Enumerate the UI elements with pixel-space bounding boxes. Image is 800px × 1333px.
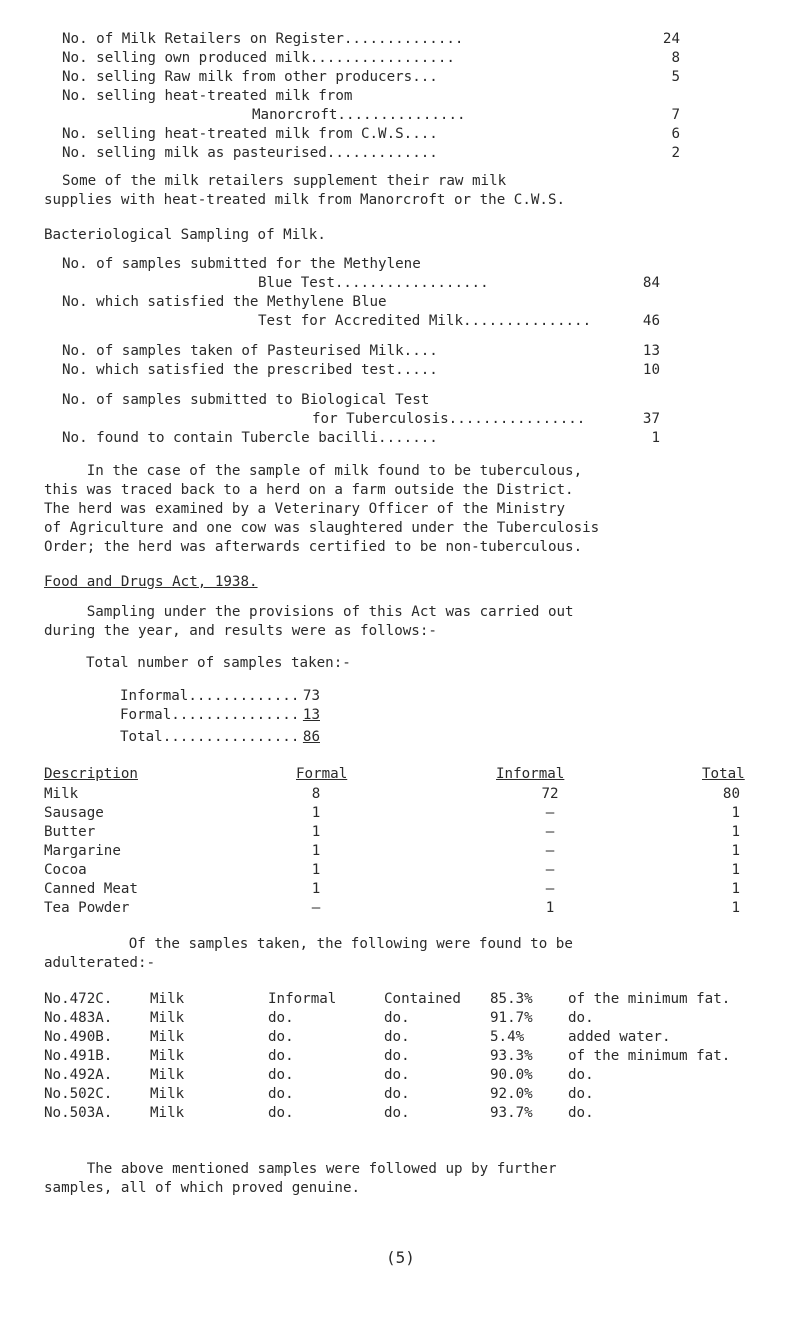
adulterated-cell: do. <box>384 1105 410 1121</box>
adulterated-intro-1: Of the samples taken, the following were found to be <box>86 936 573 952</box>
adulterated-cell: 93.3% <box>490 1048 533 1064</box>
bact-line-4: Test for Accredited Milk............... <box>258 313 592 329</box>
bact-para-4: of Agriculture and one cow was slaughtered under the Tuberculosis <box>44 520 600 536</box>
table-cell: Margarine <box>44 843 121 859</box>
table-cell: Milk <box>44 786 79 802</box>
adulterated-cell: added water. <box>568 1029 671 1045</box>
register-line-4: No. selling heat-treated milk from <box>62 88 353 104</box>
adulterated-cell: Milk <box>150 1010 185 1026</box>
table-cell: – <box>545 843 555 859</box>
bact-value-4: 46 <box>642 313 660 329</box>
table-header-description: Description <box>44 766 138 782</box>
bact-line-2: Blue Test.................. <box>258 275 489 291</box>
register-line-5: Manorcroft............... <box>252 107 466 123</box>
adulterated-cell: No.492A. <box>44 1067 113 1083</box>
adulterated-cell: do. <box>568 1067 594 1083</box>
bact-value-9: 1 <box>651 430 660 446</box>
adulterated-cell: do. <box>384 1067 410 1083</box>
table-header-total: Total <box>702 766 745 782</box>
bact-line-3: No. which satisfied the Methylene Blue <box>62 294 387 310</box>
adulterated-cell: 93.7% <box>490 1105 533 1121</box>
table-cell: – <box>545 881 555 897</box>
table-cell: 80 <box>722 786 740 802</box>
table-cell: Cocoa <box>44 862 87 878</box>
bact-para-3: The herd was examined by a Veterinary Officer of the Ministry <box>44 501 566 517</box>
table-cell: Tea Powder <box>44 900 130 916</box>
table-cell: 72 <box>541 786 559 802</box>
total-value: 86 <box>302 729 320 745</box>
bact-line-8: for Tuberculosis................ <box>312 411 586 427</box>
table-cell: Sausage <box>44 805 104 821</box>
bact-line-7: No. of samples submitted to Biological Test <box>62 392 430 408</box>
adulterated-cell: Contained <box>384 991 461 1007</box>
total-samples-label: Total number of samples taken:- <box>86 655 351 671</box>
bact-line-1: No. of samples submitted for the Methylene <box>62 256 421 272</box>
followup-1: The above mentioned samples were followed up by further <box>44 1161 557 1177</box>
adulterated-cell: Milk <box>150 1086 185 1102</box>
table-cell: 1 <box>731 805 740 821</box>
adulterated-cell: do. <box>268 1105 294 1121</box>
table-cell: 1 <box>311 862 321 878</box>
register-line-3: No. selling Raw milk from other producers... <box>62 69 438 85</box>
adulterated-cell: No.491B. <box>44 1048 113 1064</box>
bact-para-1: In the case of the sample of milk found to be tuberculous, <box>44 463 583 479</box>
total-label: Total................ <box>120 729 300 745</box>
adulterated-cell: Milk <box>150 1067 185 1083</box>
table-cell: 1 <box>731 881 740 897</box>
adulterated-cell: do. <box>568 1086 594 1102</box>
table-cell: 1 <box>731 862 740 878</box>
adulterated-cell: do. <box>384 1010 410 1026</box>
table-cell: 1 <box>311 805 321 821</box>
food-drugs-para-2: during the year, and results were as follows:- <box>44 623 437 639</box>
register-note-1: Some of the milk retailers supplement their raw milk <box>62 173 507 189</box>
table-cell: 1 <box>731 843 740 859</box>
adulterated-cell: Milk <box>150 1105 185 1121</box>
register-value-6: 6 <box>671 126 680 142</box>
bact-line-9: No. found to contain Tubercle bacilli....... <box>62 430 438 446</box>
bacteriological-heading: Bacteriological Sampling of Milk. <box>44 227 326 243</box>
page-number: (5) <box>386 1248 415 1267</box>
adulterated-intro-2: adulterated:- <box>44 955 156 971</box>
adulterated-cell: No.502C. <box>44 1086 113 1102</box>
adulterated-cell: Milk <box>150 1029 185 1045</box>
adulterated-cell: Milk <box>150 1048 185 1064</box>
informal-value: 73 <box>302 688 320 704</box>
bact-value-6: 10 <box>642 362 660 378</box>
register-line-1: No. of Milk Retailers on Register.............. <box>62 31 464 47</box>
adulterated-cell: No.483A. <box>44 1010 113 1026</box>
table-cell: – <box>545 824 555 840</box>
bact-value-5: 13 <box>642 343 660 359</box>
table-cell: Canned Meat <box>44 881 138 897</box>
adulterated-cell: No.490B. <box>44 1029 113 1045</box>
table-cell: – <box>545 862 555 878</box>
adulterated-cell: do. <box>384 1086 410 1102</box>
adulterated-cell: do. <box>268 1086 294 1102</box>
table-cell: – <box>311 900 321 916</box>
register-value-5: 7 <box>671 107 680 123</box>
table-header-formal: Formal <box>296 766 348 782</box>
adulterated-cell: do. <box>384 1029 410 1045</box>
register-value-3: 5 <box>671 69 680 85</box>
bact-line-6: No. which satisfied the prescribed test..... <box>62 362 438 378</box>
bact-line-5: No. of samples taken of Pasteurised Milk.... <box>62 343 438 359</box>
adulterated-cell: do. <box>568 1010 594 1026</box>
register-value-7: 2 <box>671 145 680 161</box>
followup-2: samples, all of which proved genuine. <box>44 1180 361 1196</box>
bact-value-8: 37 <box>642 411 660 427</box>
table-cell: – <box>545 805 555 821</box>
adulterated-cell: No.503A. <box>44 1105 113 1121</box>
adulterated-cell: do. <box>568 1105 594 1121</box>
adulterated-cell: do. <box>384 1048 410 1064</box>
register-value-2: 8 <box>671 50 680 66</box>
food-drugs-para-1: Sampling under the provisions of this Act was carried out <box>44 604 574 620</box>
adulterated-cell: No.472C. <box>44 991 113 1007</box>
adulterated-cell: of the minimum fat. <box>568 991 731 1007</box>
adulterated-cell: of the minimum fat. <box>568 1048 731 1064</box>
formal-value: 13 <box>302 707 320 723</box>
register-note-2: supplies with heat-treated milk from Manorcroft or the C.W.S. <box>44 192 566 208</box>
bact-para-5: Order; the herd was afterwards certified to be non-tuberculous. <box>44 539 583 555</box>
table-cell: 8 <box>311 786 321 802</box>
table-cell: 1 <box>311 881 321 897</box>
register-line-2: No. selling own produced milk................. <box>62 50 455 66</box>
adulterated-cell: 92.0% <box>490 1086 533 1102</box>
formal-label: Formal............... <box>120 707 300 723</box>
bact-para-2: this was traced back to a herd on a farm outside the District. <box>44 482 574 498</box>
food-drugs-heading: Food and Drugs Act, 1938. <box>44 574 258 590</box>
register-value-1: 24 <box>662 31 680 47</box>
bact-value-2: 84 <box>642 275 660 291</box>
adulterated-cell: do. <box>268 1048 294 1064</box>
adulterated-cell: 91.7% <box>490 1010 533 1026</box>
register-line-6: No. selling heat-treated milk from C.W.S.... <box>62 126 438 142</box>
informal-label: Informal............. <box>120 688 300 704</box>
table-cell: Butter <box>44 824 96 840</box>
table-header-informal: Informal <box>496 766 565 782</box>
table-cell: 1 <box>545 900 555 916</box>
adulterated-cell: do. <box>268 1010 294 1026</box>
adulterated-cell: Milk <box>150 991 185 1007</box>
adulterated-cell: do. <box>268 1067 294 1083</box>
adulterated-cell: 90.0% <box>490 1067 533 1083</box>
adulterated-cell: 85.3% <box>490 991 533 1007</box>
table-cell: 1 <box>311 843 321 859</box>
adulterated-cell: 5.4% <box>490 1029 525 1045</box>
register-line-7: No. selling milk as pasteurised............. <box>62 145 438 161</box>
table-cell: 1 <box>311 824 321 840</box>
table-cell: 1 <box>731 824 740 840</box>
adulterated-cell: do. <box>268 1029 294 1045</box>
adulterated-cell: Informal <box>268 991 337 1007</box>
table-cell: 1 <box>731 900 740 916</box>
